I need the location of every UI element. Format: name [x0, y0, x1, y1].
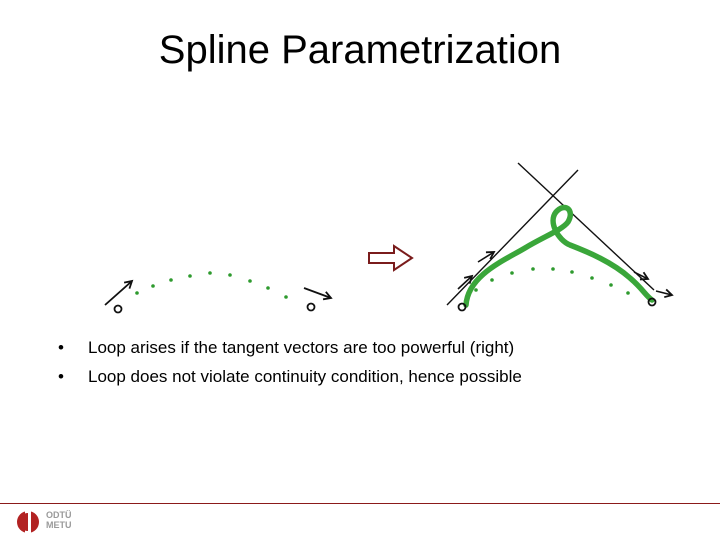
left-dotted-curve: [135, 271, 288, 299]
implies-arrow-icon: [369, 246, 412, 270]
footer-divider: [0, 503, 720, 504]
slide-title: Spline Parametrization: [158, 28, 562, 72]
logo-line-2: METU: [46, 520, 72, 530]
logo-text: [46, 510, 72, 530]
right-end-tangent-line: [518, 163, 654, 290]
right-dotted-curve: [474, 267, 630, 295]
bullet-item: • Loop arises if the tangent vectors are too powerful (right): [58, 333, 522, 362]
left-start-point: [115, 306, 122, 313]
bullet-list: [58, 333, 522, 391]
logo-line-1: ODTÜ: [46, 510, 72, 520]
right-end-small-arrow: [656, 291, 672, 295]
left-spline-figure: [105, 271, 331, 312]
left-end-tangent: [304, 288, 331, 298]
right-start-tangent-arrow: [478, 252, 494, 262]
left-end-point: [308, 304, 315, 311]
bullet-item: • Loop does not violate continuity condition, hence possible: [58, 362, 522, 391]
left-start-tangent: [105, 281, 132, 305]
right-spline-figure: [447, 163, 672, 311]
